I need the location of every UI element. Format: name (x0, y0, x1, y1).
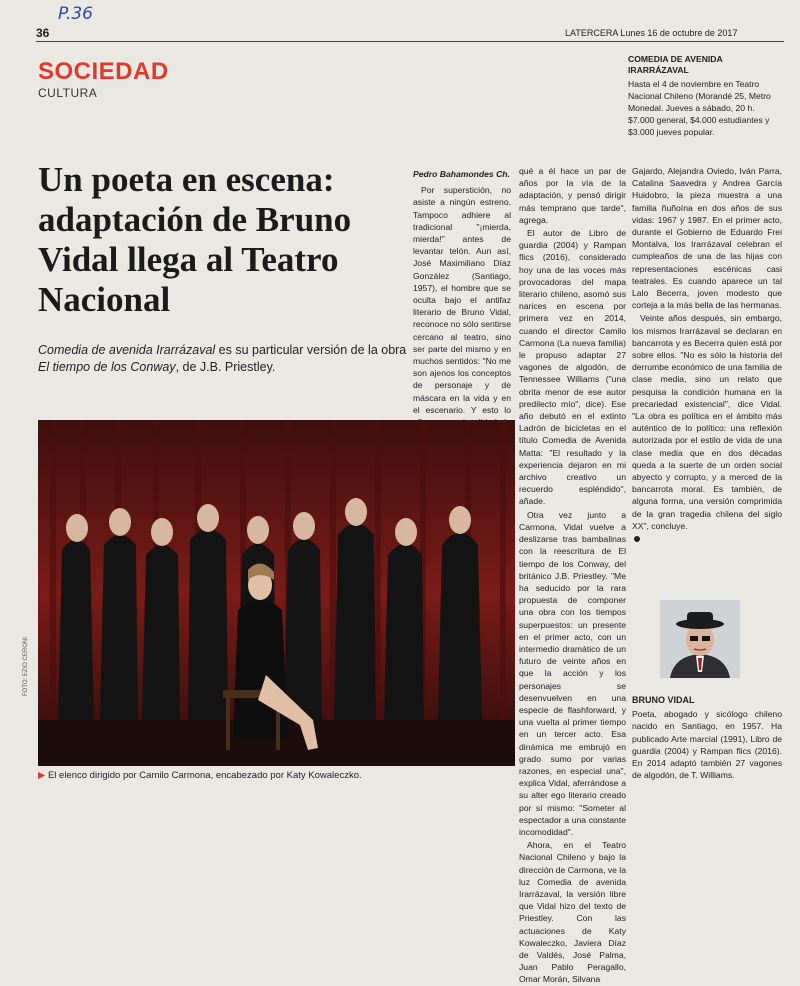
info-box-title: COMEDIA DE AVENIDA IRARRÁZAVAL (628, 54, 723, 75)
top-rule (36, 41, 784, 42)
masthead: LATERCERA Lunes 16 de octubre de 2017 (565, 28, 738, 38)
paragraph: Ahora, en el Teatro Nacional Chileno y bajo la dirección de Carmona, ve la luz Comedia de avenida Irarrázaval, la versión libre que Vidal hizo del texto de Priestley. Con las actuaciones de Katy Kowaleczko, Javiera Díaz de Valdés, José Palma, Juan Pablo Peragallo, Omar Morán, Silvana (519, 840, 626, 985)
info-box (628, 54, 780, 138)
paragraph: Otra vez junto a Carmona, Vidal vuelve a deslizarse tras bambalinas con la reescritura de El tiempo de los Conway, del británico J.B. Priestley. "Me ha seducido por la rara propuesta de componer una obra con los tiempos superpuestos: un presente en el primer acto, con un intermedio dramático de un futuro de veinte años en que la acción y los personajes se desenvuelven en una especie de flashforward, y una vuelta al primer tiempo en un tercer acto. Esa dinámica me embrujó en grado sumo por varias razones, en especial una", explica Vidal, aferrándose a su alter ego literario creado por sí mismo: "Someter al espectador a una constante incomodidad". (519, 509, 626, 837)
deck (38, 342, 408, 376)
handwritten-note: P.36 (58, 4, 93, 24)
bio-name: BRUNO VIDAL (632, 695, 695, 705)
page-number: 36 (36, 26, 50, 40)
cast-photo (38, 420, 515, 766)
deck-author: , de J.B. Priestley. (175, 360, 276, 374)
deck-text: es su particular versión de la obra (215, 343, 407, 357)
paragraph: qué a él hace un par de años por la vía de la adaptación, y pensó dirigir más temprano que tarde", agrega. (519, 166, 626, 225)
paragraph: Gajardo, Alejandra Oviedo, Iván Parra, Catalina Saavedra y Andrea García Huidobro, la pieza muestra a una familia ñuñoína en dos años de sus vidas: 1967 y 1987. En el primer acto, durante el Gobierno de Eduardo Frei Montalva, los Irarrázaval celebran el cumpleaños de una de las hijas con representaciones escénicas casi teatrales. Es cuando aparece un tal Lalo Becerra, joven modesto que corteja a la más bella de las hermanas. (632, 166, 782, 311)
author-portrait (660, 600, 740, 678)
paragraph: El autor de Libro de guardia (2004) y Rampan flics (2016), considerado hoy una de las voces más provocadoras del mapa literario chileno, asomó sus narices en escena por primera vez en 2014, cuando el director Camilo Carmona (La nueva familia) le propuso adaptar 27 vagones de algodón, de Tennessee Williams ("una obrita menor de ese autor predilecto mío", dice). Ese año debutó en el extinto Ladrón de bicicletas en el título Comedia de Avenida Matta: "El resultado y la experiencia dejaron en mi archivo creativo un recuerdo espléndido", añade. (519, 228, 626, 507)
byline: Pedro Bahamondes Ch. (413, 169, 510, 179)
info-box-body: Hasta el 4 de noviembre en Teatro Nacional Chileno (Morandé 25, Metro Monedal. Jueves a sábado, 20 h. $7.000 general, $4.000 estudiantes y $3.000 jueves popular. (628, 79, 771, 137)
article-column-2 (519, 165, 626, 985)
headline: Un poeta en escena: adaptación de Bruno Vidal llega al Teatro Nacional (38, 160, 352, 319)
article-column-3 (632, 165, 782, 583)
caption-text: El elenco dirigido por Camilo Carmona, encabezado por Katy Kowaleczko. (47, 770, 362, 781)
article-column-1 (413, 168, 511, 415)
deck-play-title: Comedia de avenida Irarrázaval (38, 343, 216, 357)
caption-marker-icon: ▶ (38, 770, 46, 781)
paragraph: Veinte años después, sin embargo, los mismos Irarrázaval se declaran en bancarrota y es Becerra quien está por sobre ellos. "No es sólo la historia del derrumbe económico de una familia de clase media, sino un relato que pesquisa la condición humana en la precariedad existencial", dice Vidal. "La obra es política en el ámbito más auténtico de lo político: una reflexión autorizada por el estilo de vida de una clase media que en dos décadas queda a la suerte de un orden social abyecto y corrupto, y a merced de la bancarrota moral. Es también, de alguna forma, una versión comprimida de la gran tragedia chilena del siglo XX", concluye. (632, 313, 782, 531)
paragraph: Por superstición, no asiste a ningún estreno. Tampoco adhiere al tradicional "¡mierda, mierda!" antes de levantar telón. Aun así, José Maximiliano Díaz González (Santiago, 1957), el hombre que se oculta bajo el antifaz literario de Bruno Vidal, reconoce no sólo sentirse cercano al teatro, sino ser parte del mismo y en muchos sentidos: "No me son ajenos los conceptos de personaje y de máscara en la vida y en el escenario. Y esto lo (413, 185, 511, 415)
section-title: SOCIEDAD (38, 58, 169, 85)
photo-credit: FOTO: EZIO CERONI (23, 637, 29, 696)
section-subtitle: CULTURA (38, 86, 98, 100)
deck-original-title: El tiempo de los Conway (38, 360, 176, 374)
photo-caption (38, 770, 362, 781)
bio-text: Poeta, abogado y sicólogo chileno nacido en Santiago, en 1957. Ha publicado Arte marcial (1991), Libro de guardia (2004) y Rampan flics (2016). En 2014 adaptó también 27 vagones de algodón, de T. Williams. (632, 709, 782, 781)
author-bio (632, 694, 782, 784)
end-mark-icon (634, 536, 640, 542)
